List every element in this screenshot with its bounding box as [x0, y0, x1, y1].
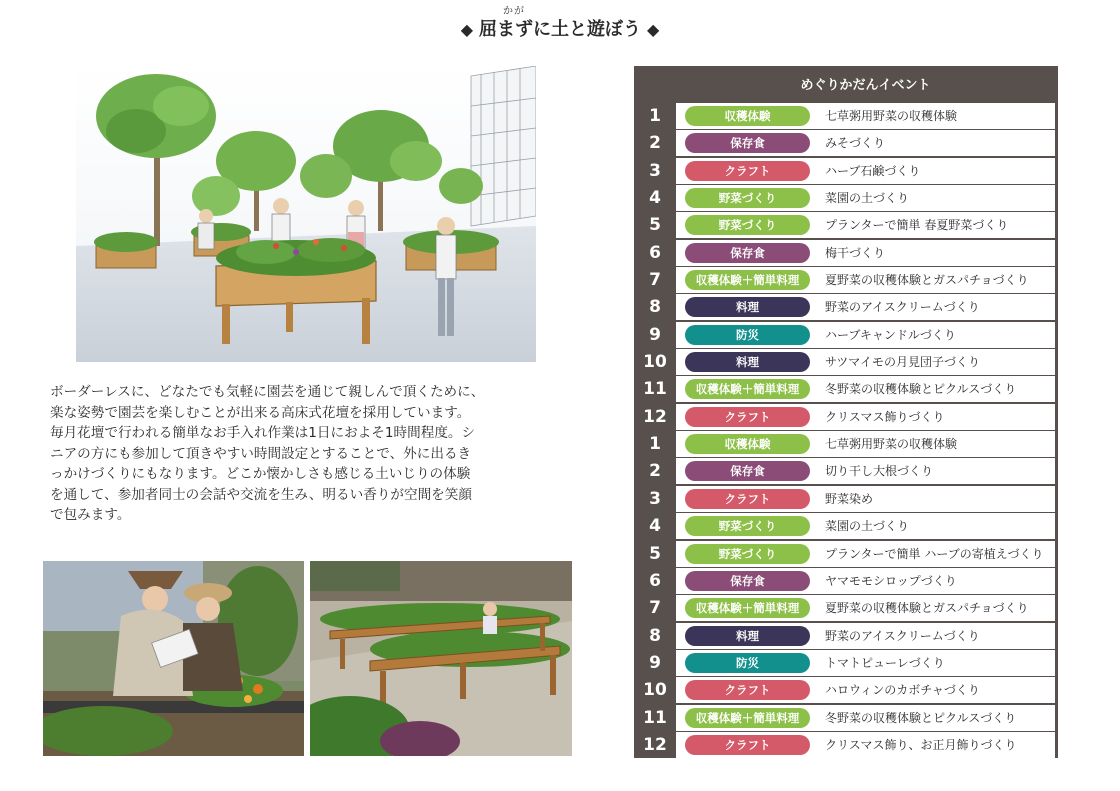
event-name: 夏野菜の収穫体験とガスパチョづくり: [825, 273, 1029, 288]
event-name: 菜園の土づくり: [825, 519, 910, 534]
event-name: みそづくり: [825, 136, 886, 151]
row-cell: [676, 732, 1055, 758]
category-badge: 野菜づくり: [685, 188, 810, 208]
row-cell: [676, 677, 1055, 703]
row-number: 12: [643, 406, 667, 427]
table-row: [634, 158, 1058, 185]
garden-illustration: [76, 66, 536, 362]
event-name: 七草粥用野菜の収穫体験: [825, 109, 958, 123]
row-number: 2: [649, 133, 661, 154]
row-number: 11: [643, 707, 667, 728]
table-row: [634, 623, 1058, 650]
table-row: [634, 404, 1058, 431]
row-cell: [676, 103, 1055, 129]
row-number: 6: [649, 570, 661, 591]
event-name: プランターで簡単 ハーブの寄植えづくり: [825, 546, 1044, 561]
row-number: 1: [649, 434, 661, 455]
row-cell: [676, 431, 1055, 457]
category-badge: クラフト: [685, 735, 810, 755]
category-badge: クラフト: [685, 161, 810, 181]
row-cell: [676, 376, 1055, 402]
event-name: ヤマモモシロップづくり: [825, 573, 957, 588]
table-row: [634, 677, 1058, 704]
table-row: [634, 486, 1058, 513]
row-cell: [676, 185, 1055, 211]
event-name: 菜園の土づくり: [825, 191, 910, 206]
category-badge: 保存食: [685, 243, 810, 263]
category-badge: 料理: [685, 297, 810, 317]
event-name: 野菜のアイスクリームづくり: [825, 300, 980, 315]
event-name: 梅干づくり: [825, 245, 886, 260]
row-cell: [676, 130, 1055, 156]
event-name: 七草粥用野菜の収穫体験: [825, 437, 958, 452]
table-row: [634, 130, 1058, 157]
category-badge: 防災: [685, 325, 810, 345]
page-title: [455, 18, 666, 42]
row-cell: [676, 267, 1055, 293]
category-badge: 野菜づくり: [685, 544, 810, 564]
event-name: サツマイモの月見団子づくり: [825, 355, 981, 370]
row-number: 5: [649, 543, 661, 564]
event-name: 冬野菜の収穫体験とピクルスづくり: [825, 382, 1017, 397]
event-name: 切り干し大根づくり: [825, 464, 934, 479]
row-number: 10: [643, 352, 667, 373]
row-number: 9: [649, 652, 661, 673]
category-badge: 収穫体験＋簡単料理: [685, 598, 810, 618]
table-row: [634, 595, 1058, 622]
category-badge: 野菜づくり: [685, 215, 810, 235]
category-badge: 収穫体験＋簡単料理: [685, 379, 810, 399]
diamond-left-icon: ◆: [460, 20, 473, 39]
table-row: [634, 349, 1058, 376]
description-text: ボーダーレスに、どなたでも気軽に園芸を通じて親しんで頂くために、 楽な姿勢で園芸を楽しむことが出来る高床式花壇を採用しています。 毎月花壇で行われる簡単なお手入れ作業は1日におよそ1時間程度。シ ニアの方にも参加して頂きやすい時間設定とすることで、外に出るき っかけづくりにもなります。どこか懐かしさも感じる土いじりの体験 を通して、参加者同士の会話や交流を生み、明るい香りが空間を笑顔 で包みます。: [50, 384, 485, 523]
row-cell: [676, 404, 1055, 430]
table-row: [634, 541, 1058, 568]
row-cell: [676, 513, 1055, 539]
table-row: [634, 103, 1058, 130]
table-row: [634, 431, 1058, 458]
category-badge: 保存食: [685, 571, 810, 591]
table-row: [634, 212, 1058, 239]
table-row: [634, 267, 1058, 294]
row-cell: [676, 212, 1055, 238]
table-row: [634, 732, 1058, 759]
event-name: ハロウィンのカボチャづくり: [825, 683, 980, 698]
category-badge: クラフト: [685, 407, 810, 427]
row-number: 7: [649, 270, 661, 291]
event-name: 野菜のアイスクリームづくり: [825, 628, 980, 643]
category-badge: 料理: [685, 352, 810, 372]
row-number: 2: [649, 461, 661, 482]
row-number: 10: [643, 680, 667, 701]
table-row: [634, 376, 1058, 403]
row-number: 8: [649, 625, 661, 646]
event-name: トマトピューレづくり: [825, 655, 945, 670]
page-header: [0, 6, 1120, 42]
raised-beds-photo: [310, 561, 572, 756]
table-row: [634, 458, 1058, 485]
row-cell: [676, 322, 1055, 348]
event-name: 冬野菜の収穫体験とピクルスづくり: [825, 710, 1017, 725]
category-badge: 収穫体験＋簡単料理: [685, 708, 810, 728]
category-badge: 収穫体験＋簡単料理: [685, 270, 810, 290]
table-row: [634, 513, 1058, 540]
row-cell: [676, 240, 1055, 266]
row-number: 8: [649, 297, 661, 318]
event-name: プランターで簡単 春夏野菜づくり: [825, 218, 1009, 233]
row-cell: [676, 349, 1055, 375]
page-title-text: 屈まずに土と遊ぼう: [479, 19, 641, 40]
category-badge: 防災: [685, 653, 810, 673]
row-number: 3: [649, 488, 661, 509]
row-cell: [676, 595, 1055, 621]
table-row: [634, 650, 1058, 677]
row-number: 11: [643, 379, 667, 400]
table-row: [634, 568, 1058, 595]
row-cell: [676, 705, 1055, 731]
row-cell: [676, 294, 1055, 320]
table-row: [634, 705, 1058, 732]
event-name: クリスマス飾り、お正月飾りづくり: [825, 737, 1017, 752]
title-ruby: かが: [503, 6, 525, 17]
diamond-right-icon: ◆: [647, 20, 660, 39]
category-badge: 収穫体験: [685, 434, 810, 454]
row-cell: [676, 623, 1055, 649]
category-badge: 保存食: [685, 461, 810, 481]
row-cell: [676, 486, 1055, 512]
row-number: 4: [649, 188, 661, 209]
event-name: クリスマス飾りづくり: [825, 409, 945, 424]
row-number: 3: [649, 160, 661, 181]
category-badge: 料理: [685, 626, 810, 646]
events-table-rows: [634, 103, 1058, 759]
table-row: [634, 240, 1058, 267]
event-name: 野菜染め: [825, 491, 874, 506]
category-badge: 収穫体験: [685, 106, 810, 126]
category-badge: 保存食: [685, 133, 810, 153]
row-cell: [676, 458, 1055, 484]
row-number: 5: [649, 215, 661, 236]
category-badge: 野菜づくり: [685, 516, 810, 536]
table-row: [634, 185, 1058, 212]
gardening-photo: [43, 561, 304, 756]
row-number: 1: [649, 106, 661, 126]
events-table-heading: めぐりかだんイベント: [800, 78, 931, 93]
row-number: 9: [649, 324, 661, 345]
table-row: [634, 294, 1058, 321]
row-number: 7: [649, 598, 661, 619]
row-cell: [676, 650, 1055, 676]
events-table: [634, 66, 1058, 758]
row-number: 4: [649, 516, 661, 537]
category-badge: クラフト: [685, 680, 810, 700]
event-name: ハーブ石鹸づくり: [825, 163, 921, 178]
event-name: ハーブキャンドルづくり: [825, 327, 956, 342]
table-row: [634, 322, 1058, 349]
event-name: 夏野菜の収穫体験とガスパチョづくり: [825, 601, 1029, 616]
row-number: 6: [649, 242, 661, 263]
category-badge: クラフト: [685, 489, 810, 509]
row-number: 12: [643, 734, 667, 755]
row-cell: [676, 541, 1055, 567]
row-cell: [676, 158, 1055, 184]
row-cell: [676, 568, 1055, 594]
